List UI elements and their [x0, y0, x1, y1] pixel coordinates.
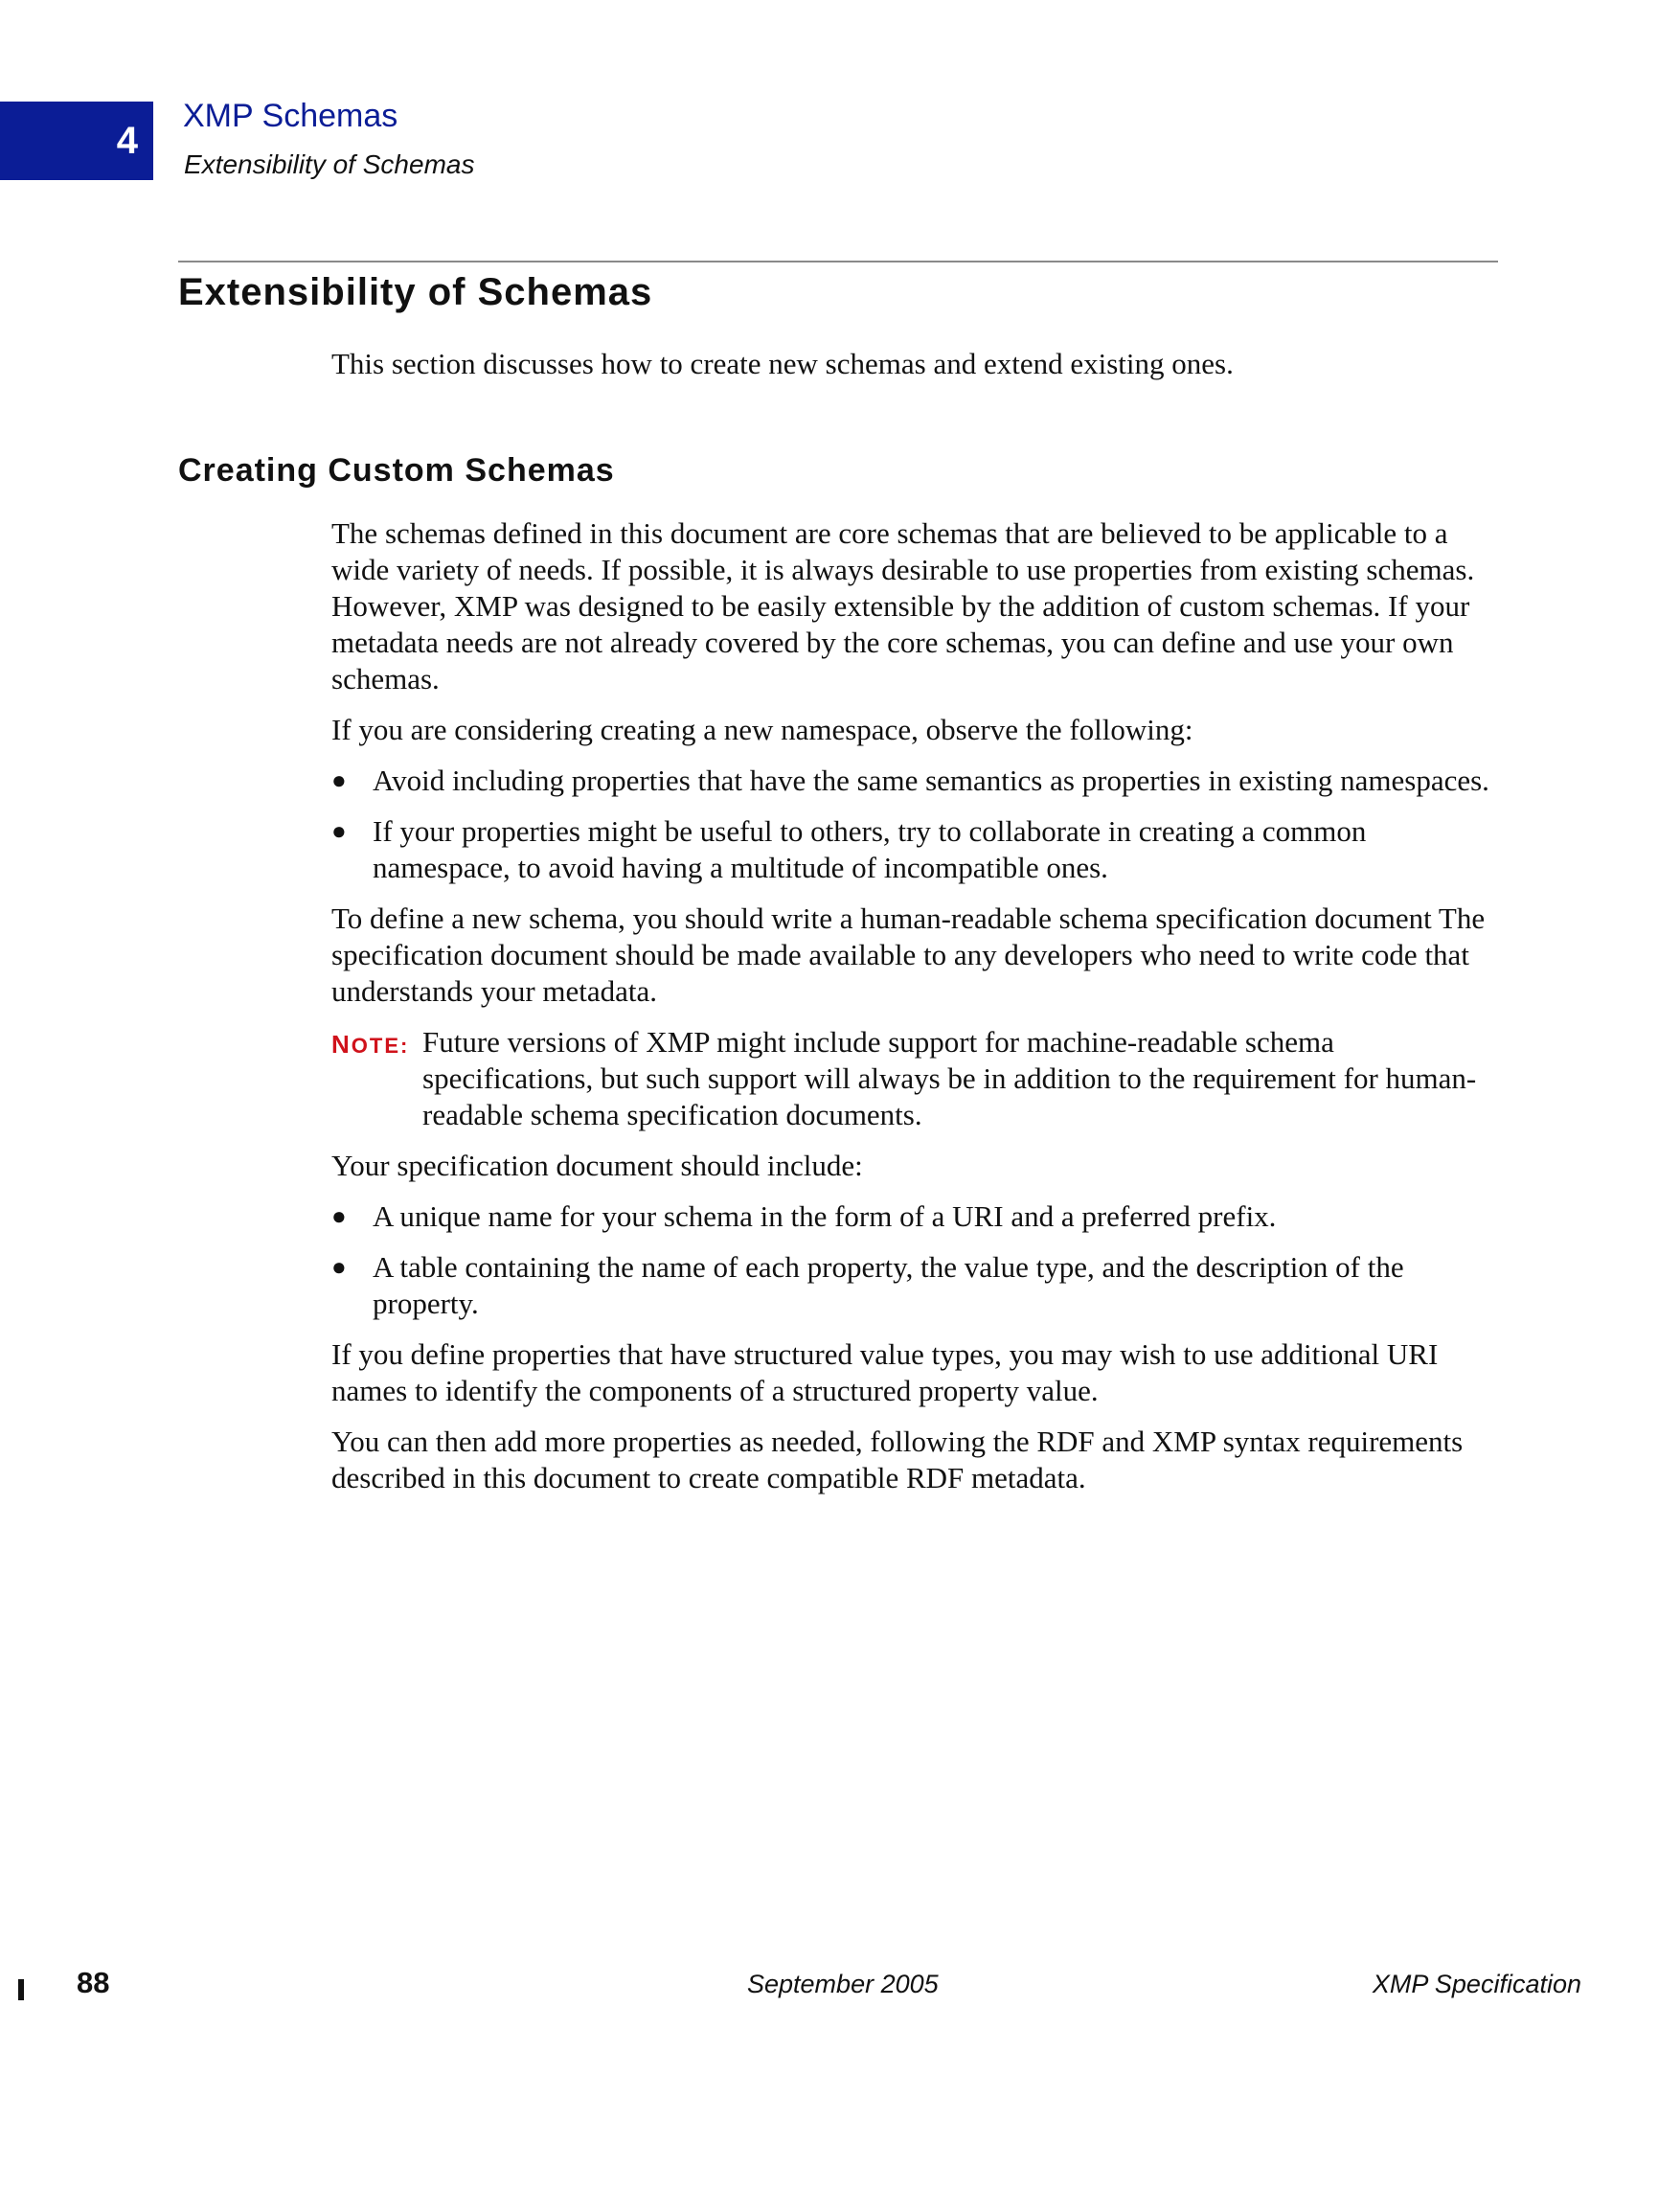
section-heading: Extensibility of Schemas — [178, 271, 653, 313]
footer-date: September 2005 — [747, 1970, 939, 1998]
chapter-tab — [0, 102, 153, 180]
subsection-heading: Creating Custom Schemas — [178, 452, 615, 489]
list-item-text: A table containing the name of each property, the value type, and the description of the property. — [373, 1250, 1404, 1320]
bullet-icon: ● — [331, 1253, 347, 1281]
bullet-icon: ● — [331, 1202, 347, 1230]
list-item-text: If your properties might be useful to others, try to collaborate in creating a common namespace, to avoid having a multitude of incompatible ones. — [373, 814, 1367, 884]
paragraph: If you are considering creating a new namespace, observe the following: — [331, 713, 1193, 746]
list-item-text: Avoid including properties that have the same semantics as properties in existing namespaces. — [373, 764, 1489, 797]
paragraph: The schemas defined in this document are core schemas that are believed to be applicable to a wide variety of needs. If possible, it is always desirable to use properties from existing schemas. However, XMP was designed to be easily extensible by the addition of custom schemas. If your metadata needs are not already covered by the core schemas, you can define and use your own schemas. — [331, 516, 1475, 696]
page-number: 88 — [77, 1966, 110, 1999]
list-item — [331, 1249, 1500, 1322]
list-item-text: A unique name for your schema in the form of a URI and a preferred prefix. — [373, 1199, 1277, 1233]
bullet-list — [331, 1198, 1500, 1322]
running-section-title: Extensibility of Schemas — [184, 149, 475, 179]
note-text: Future versions of XMP might include support for machine-readable schema specifications, but such support will always be in addition to the requirement for human-readable schema specification documents. — [422, 1025, 1477, 1131]
chapter-title: XMP Schemas — [183, 98, 398, 134]
chapter-number: 4 — [116, 119, 138, 162]
bullet-list — [331, 763, 1500, 886]
paragraph: To define a new schema, you should write a human-readable schema specification document The specification document should be made available to any developers who need to write code that understands your metadata. — [331, 901, 1486, 1008]
bullet-icon: ● — [331, 766, 347, 794]
intro-paragraph: This section discusses how to create new schemas and extend existing ones. — [331, 347, 1234, 380]
heading-rule — [178, 261, 1498, 262]
bullet-icon: ● — [331, 817, 347, 845]
list-item — [331, 813, 1500, 886]
note-block — [331, 1024, 1500, 1133]
note-label: NOTE: — [331, 1030, 410, 1059]
footer-doc-title: XMP Specification — [1372, 1970, 1581, 1998]
paragraph: You can then add more properties as needed, following the RDF and XMP syntax requirements described in this document to create compatible RDF metadata. — [331, 1425, 1464, 1494]
paragraph: Your specification document should include: — [331, 1149, 863, 1182]
list-item — [331, 1198, 1500, 1235]
change-bar — [18, 1979, 24, 2000]
list-item — [331, 763, 1500, 799]
body-content — [331, 515, 1500, 1511]
paragraph: If you define properties that have structured value types, you may wish to use additional URI names to identify the components of a structured property value. — [331, 1337, 1439, 1407]
